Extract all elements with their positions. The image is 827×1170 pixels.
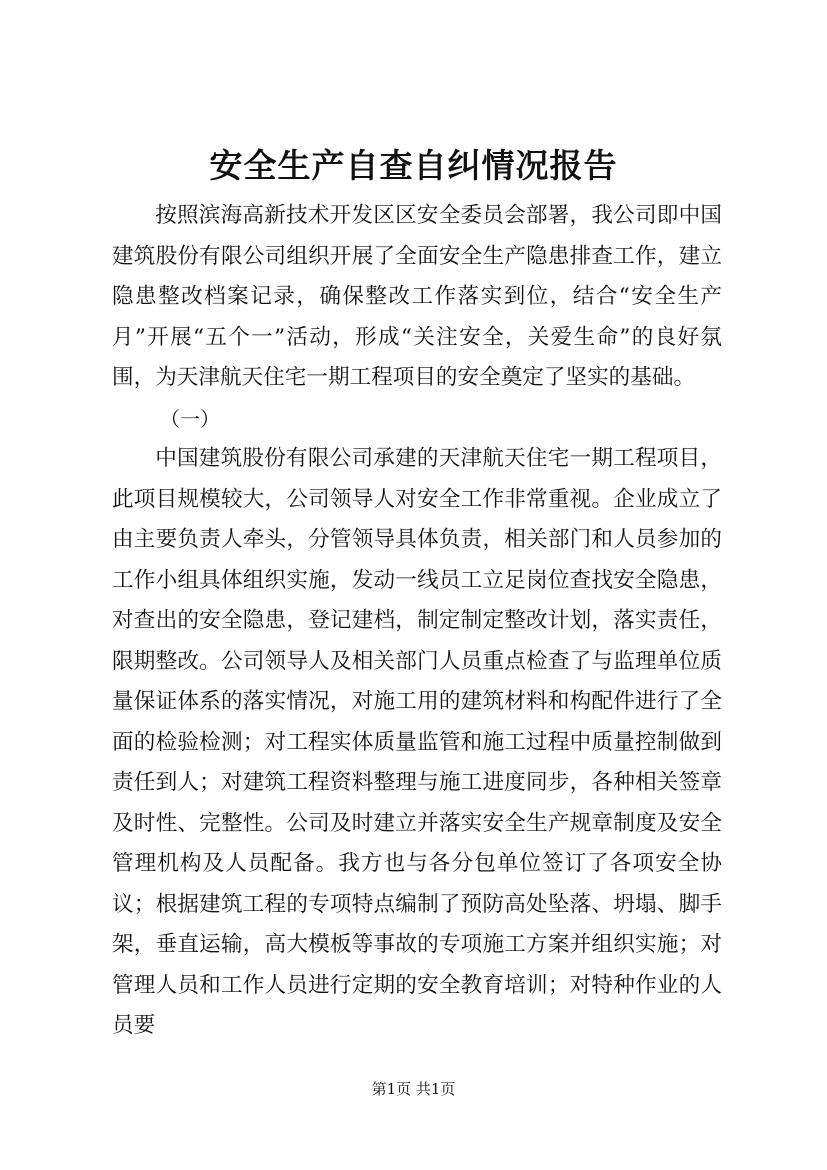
document-title: 安全生产自查自纠情况报告 — [209, 146, 618, 185]
document-body — [112, 196, 722, 1047]
intro-paragraph: 按照滨海高新技术开发区区安全委员会部署，我公司即中国建筑股份有限公司组织开展了全面安全生产隐患排查工作，建立隐患整改档案记录，确保整改工作落实到位，结合“安全生产月”开展“五个一”活动，形成“关注安全，关爱生命”的良好氛围，为天津航天住宅一期工程项目的安全奠定了坚实的基础。 — [112, 203, 722, 390]
section-one-paragraph: 中国建筑股份有限公司承建的天津航天住宅一期工程项目，此项目规模较大，公司领导人对安全工作非常重视。企业成立了由主要负责人牵头，分管领导具体负责，相关部门和人员参加的工作小组具体组织实施，发动一线员工立足岗位查找安全隐患，对查出的安全隐患，登记建档，制定制定整改计划，落实责任，限期整改。公司领导人及相关部门人员重点检查了与监理单位质量保证体系的落实情况，对施工用的建筑材料和构配件进行了全面的检验检测；对工程实体质量监管和施工过程中质量控制做到责任到人；对建筑工程资料整理与施工进度同步，各种相关签章及时性、完整性。公司及时建立并落实安全生产规章制度及安全管理机构及人员配备。我方也与各分包单位签订了各项安全协议；根据建筑工程的专项特点编制了预防高处坠落、坍塌、脚手架，垂直运输，高大模板等事故的专项施工方案并组织实施；对管理人员和工作人员进行定期的安全教育培训；对特种作业的人员要 — [112, 446, 722, 1038]
page-footer: 第1页 共1页 — [371, 1080, 456, 1098]
section-one-heading: （一） — [160, 406, 220, 431]
